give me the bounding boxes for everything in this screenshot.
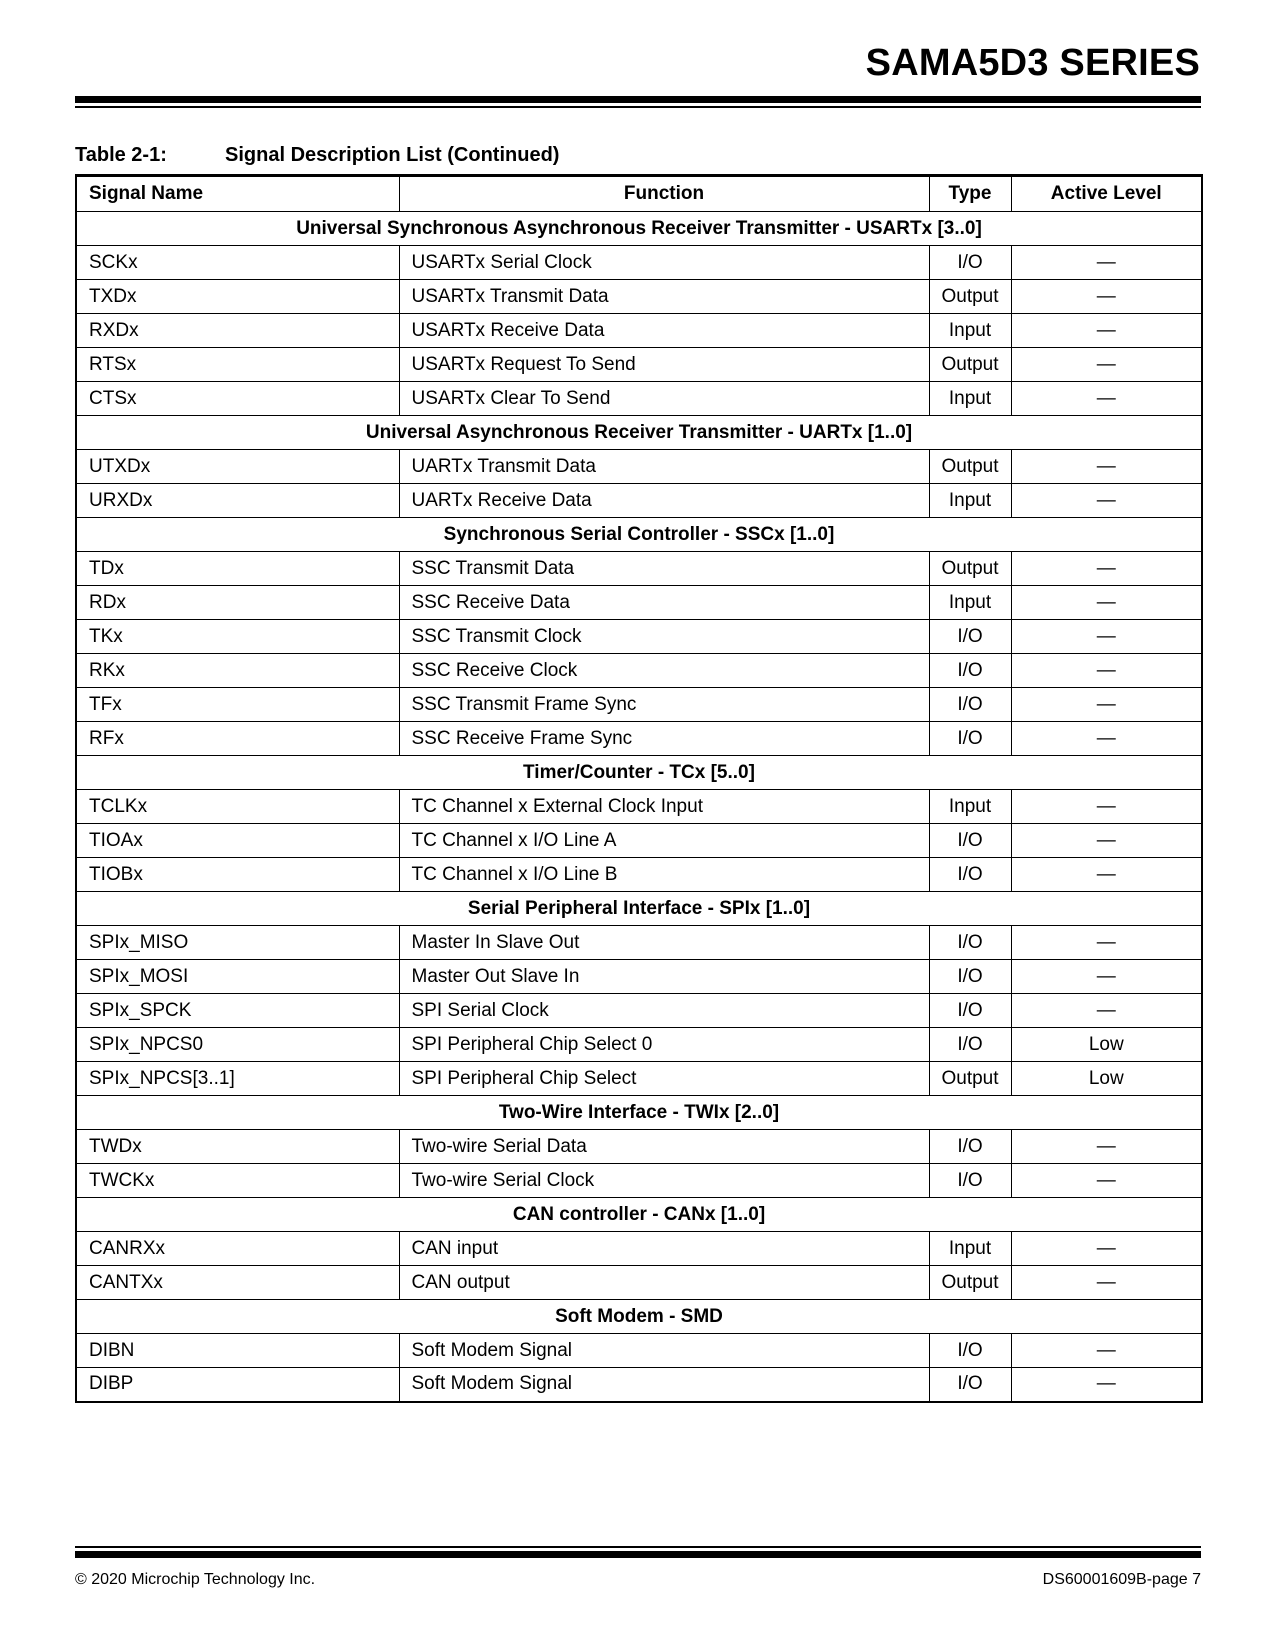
table-row: [76, 1130, 1202, 1164]
type-cell: Output: [929, 1062, 1011, 1096]
footer-rule-thick: [75, 1551, 1201, 1558]
section-title: Universal Asynchronous Receiver Transmitter - UARTx [1..0]: [76, 416, 1202, 450]
type-cell: I/O: [929, 1368, 1011, 1402]
column-header-type: Type: [929, 176, 1011, 212]
type-cell: Output: [929, 1266, 1011, 1300]
function-cell: TC Channel x External Clock Input: [399, 790, 929, 824]
active-level-cell: —: [1011, 824, 1202, 858]
function-cell: SSC Receive Clock: [399, 654, 929, 688]
active-level-cell: —: [1011, 246, 1202, 280]
footer-page-number: DS60001609B-page 7: [1042, 1571, 1201, 1588]
function-cell: Two-wire Serial Clock: [399, 1164, 929, 1198]
active-level-cell: —: [1011, 1266, 1202, 1300]
signal-name-cell: SCKx: [76, 246, 399, 280]
function-cell: USARTx Clear To Send: [399, 382, 929, 416]
signal-name-cell: SPIx_SPCK: [76, 994, 399, 1028]
table-row: [76, 484, 1202, 518]
table-row: [76, 314, 1202, 348]
section-row: [76, 756, 1202, 790]
function-cell: SSC Receive Frame Sync: [399, 722, 929, 756]
function-cell: SPI Peripheral Chip Select: [399, 1062, 929, 1096]
table-row: [76, 722, 1202, 756]
signal-name-cell: SPIx_NPCS0: [76, 1028, 399, 1062]
type-cell: I/O: [929, 620, 1011, 654]
table-body: [76, 212, 1202, 1402]
table-row: [76, 790, 1202, 824]
signal-name-cell: RKx: [76, 654, 399, 688]
active-level-cell: —: [1011, 1130, 1202, 1164]
table-row: [76, 824, 1202, 858]
signal-name-cell: CANRXx: [76, 1232, 399, 1266]
table-caption-number: Table 2-1:: [75, 144, 167, 166]
table-row: [76, 620, 1202, 654]
signal-name-cell: UTXDx: [76, 450, 399, 484]
signal-name-cell: RDx: [76, 586, 399, 620]
active-level-cell: —: [1011, 858, 1202, 892]
table-header-row: [76, 176, 1202, 212]
section-title: Timer/Counter - TCx [5..0]: [76, 756, 1202, 790]
table-row: [76, 654, 1202, 688]
header-rule-thick: [75, 96, 1201, 103]
active-level-cell: —: [1011, 348, 1202, 382]
signal-name-cell: SPIx_NPCS[3..1]: [76, 1062, 399, 1096]
table-row: [76, 246, 1202, 280]
table-row: [76, 1028, 1202, 1062]
active-level-cell: —: [1011, 620, 1202, 654]
function-cell: TC Channel x I/O Line A: [399, 824, 929, 858]
active-level-cell: —: [1011, 484, 1202, 518]
active-level-cell: —: [1011, 1334, 1202, 1368]
table-row: [76, 688, 1202, 722]
type-cell: Input: [929, 586, 1011, 620]
type-cell: Output: [929, 450, 1011, 484]
column-header-function: Function: [399, 176, 929, 212]
table-row: [76, 1062, 1202, 1096]
signal-name-cell: TCLKx: [76, 790, 399, 824]
active-level-cell: —: [1011, 960, 1202, 994]
section-title: Serial Peripheral Interface - SPIx [1..0]: [76, 892, 1202, 926]
signal-name-cell: TIOAx: [76, 824, 399, 858]
type-cell: Input: [929, 1232, 1011, 1266]
function-cell: Soft Modem Signal: [399, 1334, 929, 1368]
table-row: [76, 382, 1202, 416]
function-cell: SSC Transmit Clock: [399, 620, 929, 654]
column-header-signal-name: Signal Name: [76, 176, 399, 212]
type-cell: Input: [929, 790, 1011, 824]
active-level-cell: —: [1011, 790, 1202, 824]
column-header-active-level: Active Level: [1011, 176, 1202, 212]
table-row: [76, 586, 1202, 620]
section-row: [76, 518, 1202, 552]
function-cell: USARTx Transmit Data: [399, 280, 929, 314]
section-row: [76, 416, 1202, 450]
type-cell: Input: [929, 484, 1011, 518]
type-cell: Input: [929, 314, 1011, 348]
active-level-cell: —: [1011, 382, 1202, 416]
type-cell: Output: [929, 280, 1011, 314]
section-title: Soft Modem - SMD: [76, 1300, 1202, 1334]
type-cell: Input: [929, 382, 1011, 416]
table-caption: [75, 144, 559, 167]
signal-name-cell: SPIx_MISO: [76, 926, 399, 960]
function-cell: Soft Modem Signal: [399, 1368, 929, 1402]
type-cell: I/O: [929, 1130, 1011, 1164]
type-cell: I/O: [929, 246, 1011, 280]
function-cell: SSC Transmit Frame Sync: [399, 688, 929, 722]
signal-name-cell: TWCKx: [76, 1164, 399, 1198]
section-title: Two-Wire Interface - TWIx [2..0]: [76, 1096, 1202, 1130]
section-title: Synchronous Serial Controller - SSCx [1..0]: [76, 518, 1202, 552]
active-level-cell: —: [1011, 280, 1202, 314]
active-level-cell: —: [1011, 926, 1202, 960]
section-title: Universal Synchronous Asynchronous Receiver Transmitter - USARTx [3..0]: [76, 212, 1202, 246]
function-cell: UARTx Receive Data: [399, 484, 929, 518]
active-level-cell: —: [1011, 994, 1202, 1028]
active-level-cell: —: [1011, 552, 1202, 586]
function-cell: SSC Receive Data: [399, 586, 929, 620]
function-cell: USARTx Request To Send: [399, 348, 929, 382]
table-row: [76, 1368, 1202, 1402]
function-cell: SSC Transmit Data: [399, 552, 929, 586]
active-level-cell: —: [1011, 688, 1202, 722]
type-cell: I/O: [929, 654, 1011, 688]
table-caption-title: Signal Description List (Continued): [225, 144, 560, 166]
type-cell: I/O: [929, 858, 1011, 892]
type-cell: I/O: [929, 1164, 1011, 1198]
signal-name-cell: TXDx: [76, 280, 399, 314]
function-cell: Two-wire Serial Data: [399, 1130, 929, 1164]
active-level-cell: —: [1011, 314, 1202, 348]
active-level-cell: —: [1011, 586, 1202, 620]
function-cell: CAN input: [399, 1232, 929, 1266]
table-row: [76, 552, 1202, 586]
section-row: [76, 1096, 1202, 1130]
signal-name-cell: SPIx_MOSI: [76, 960, 399, 994]
active-level-cell: —: [1011, 722, 1202, 756]
signal-name-cell: DIBP: [76, 1368, 399, 1402]
table-row: [76, 926, 1202, 960]
signal-name-cell: CTSx: [76, 382, 399, 416]
header-rule-thin: [75, 106, 1201, 108]
signal-name-cell: TKx: [76, 620, 399, 654]
type-cell: I/O: [929, 722, 1011, 756]
active-level-cell: Low: [1011, 1028, 1202, 1062]
table-row: [76, 994, 1202, 1028]
table-row: [76, 1164, 1202, 1198]
active-level-cell: —: [1011, 1164, 1202, 1198]
function-cell: Master Out Slave In: [399, 960, 929, 994]
section-row: [76, 212, 1202, 246]
active-level-cell: —: [1011, 1368, 1202, 1402]
signal-name-cell: TFx: [76, 688, 399, 722]
active-level-cell: —: [1011, 1232, 1202, 1266]
function-cell: TC Channel x I/O Line B: [399, 858, 929, 892]
table-row: [76, 858, 1202, 892]
section-title: CAN controller - CANx [1..0]: [76, 1198, 1202, 1232]
signal-name-cell: RTSx: [76, 348, 399, 382]
table-row: [76, 348, 1202, 382]
type-cell: I/O: [929, 688, 1011, 722]
active-level-cell: —: [1011, 450, 1202, 484]
function-cell: UARTx Transmit Data: [399, 450, 929, 484]
section-row: [76, 892, 1202, 926]
function-cell: Master In Slave Out: [399, 926, 929, 960]
table-row: [76, 1232, 1202, 1266]
signal-name-cell: URXDx: [76, 484, 399, 518]
table-row: [76, 280, 1202, 314]
signal-name-cell: RXDx: [76, 314, 399, 348]
type-cell: Output: [929, 552, 1011, 586]
type-cell: I/O: [929, 1334, 1011, 1368]
signal-name-cell: TWDx: [76, 1130, 399, 1164]
active-level-cell: —: [1011, 654, 1202, 688]
footer-copyright: © 2020 Microchip Technology Inc.: [75, 1571, 316, 1588]
type-cell: I/O: [929, 960, 1011, 994]
function-cell: USARTx Receive Data: [399, 314, 929, 348]
function-cell: SPI Peripheral Chip Select 0: [399, 1028, 929, 1062]
type-cell: I/O: [929, 1028, 1011, 1062]
signal-name-cell: DIBN: [76, 1334, 399, 1368]
section-row: [76, 1198, 1202, 1232]
signal-name-cell: TDx: [76, 552, 399, 586]
function-cell: USARTx Serial Clock: [399, 246, 929, 280]
table-row: [76, 1266, 1202, 1300]
table-row: [76, 1334, 1202, 1368]
signal-name-cell: CANTXx: [76, 1266, 399, 1300]
type-cell: I/O: [929, 994, 1011, 1028]
function-cell: CAN output: [399, 1266, 929, 1300]
footer-rule-thin: [75, 1546, 1201, 1548]
type-cell: Output: [929, 348, 1011, 382]
active-level-cell: Low: [1011, 1062, 1202, 1096]
type-cell: I/O: [929, 926, 1011, 960]
type-cell: I/O: [929, 824, 1011, 858]
signal-name-cell: TIOBx: [76, 858, 399, 892]
signal-description-table: [75, 174, 1203, 1403]
section-row: [76, 1300, 1202, 1334]
table-row: [76, 450, 1202, 484]
signal-name-cell: RFx: [76, 722, 399, 756]
function-cell: SPI Serial Clock: [399, 994, 929, 1028]
table-row: [76, 960, 1202, 994]
document-series-title: SAMA5D3 SERIES: [865, 42, 1200, 84]
